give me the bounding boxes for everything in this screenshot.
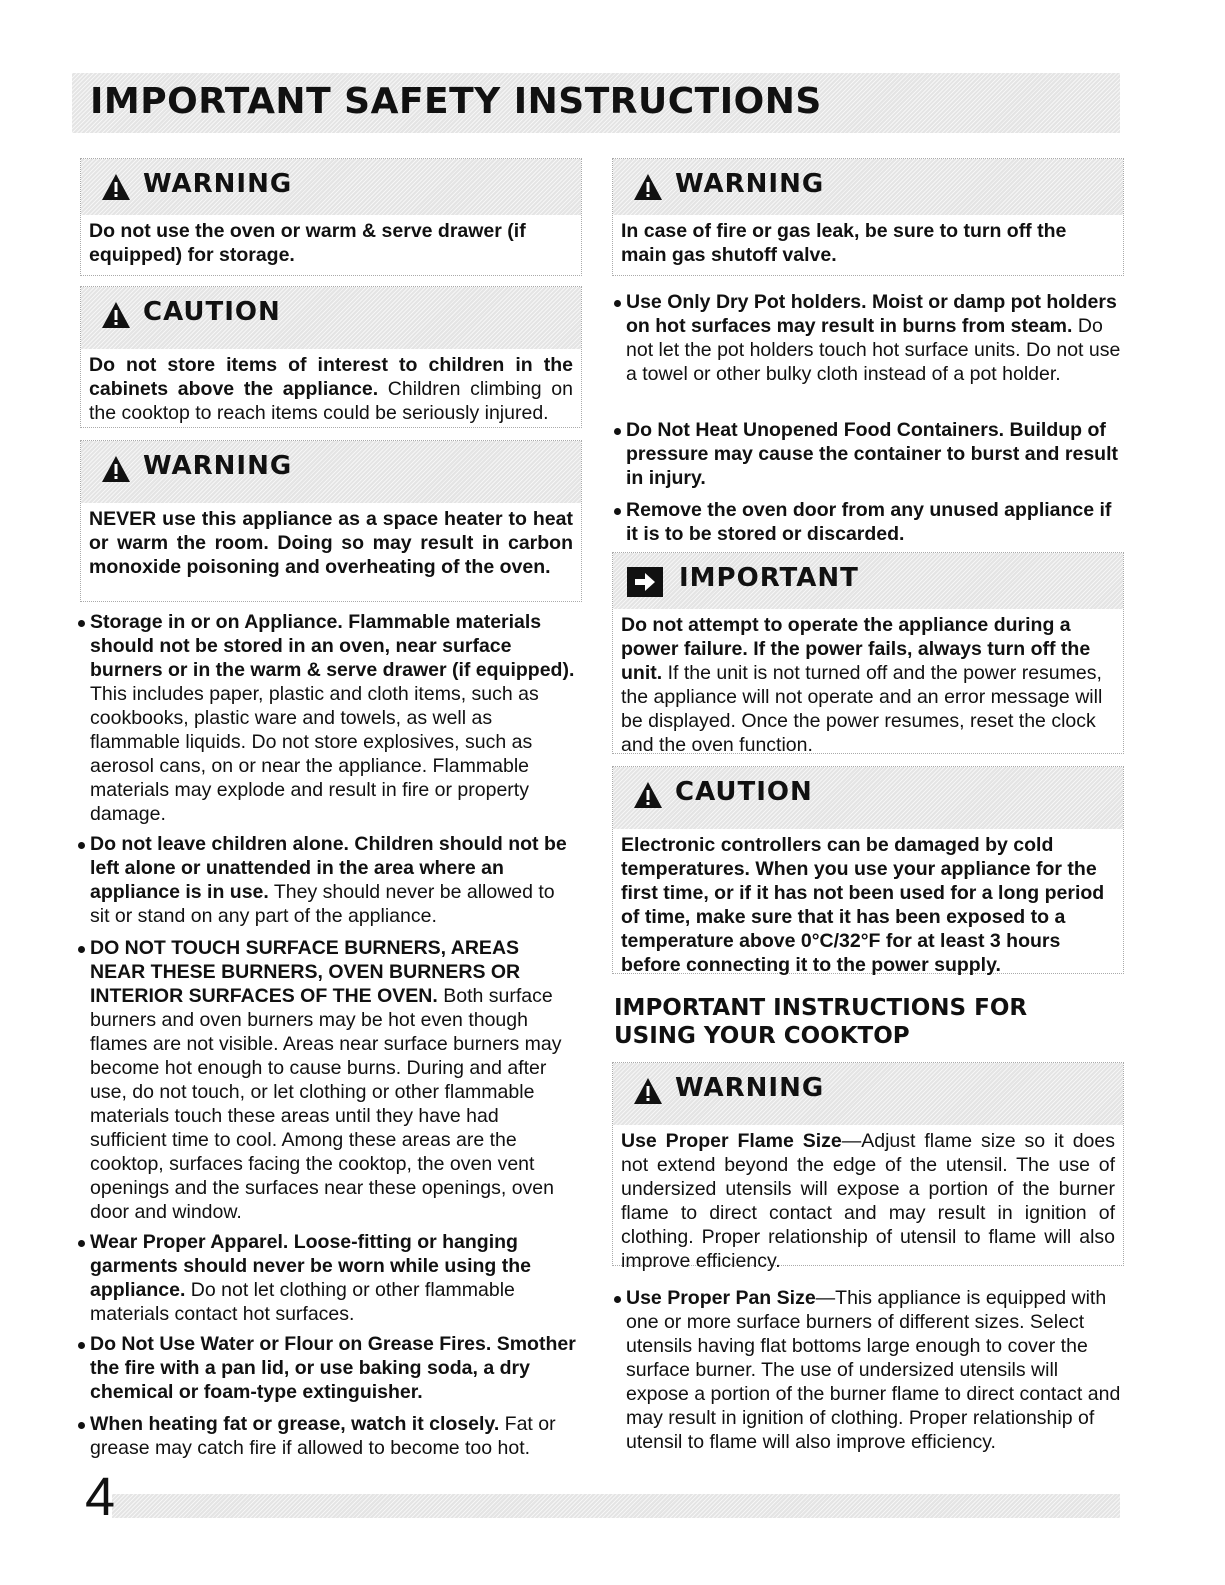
signal-word: CAUTION [143, 297, 281, 327]
warning-text: Do not use the oven or warm & serve drawer (if equipped) for storage. [89, 220, 526, 266]
bullet-icon [78, 946, 85, 953]
signal-word: WARNING [675, 1073, 825, 1103]
bullet-icon [614, 428, 621, 435]
signal-word: IMPORTANT [679, 563, 859, 593]
caution-text: Do not store items of interest to children in the cabinets above the appliance. Children climbing on the cooktop to reach items could be seriously injured. [89, 354, 573, 424]
warning-header [613, 159, 1123, 215]
list-item: Wear Proper Apparel. Loose-fitting or hanging garments should never be worn while using the appliance. Do not let clothing or other flammable materials contact hot surfaces. [78, 1230, 578, 1326]
page-number: 4 [85, 1467, 116, 1527]
warning-triangle-icon [101, 455, 131, 483]
warning-header [613, 1063, 1123, 1125]
warning-text: In case of fire or gas leak, be sure to turn off the main gas shutoff valve. [621, 220, 1067, 266]
bullet-icon [614, 300, 621, 307]
warning-triangle-icon [101, 173, 131, 201]
important-header [613, 553, 1123, 609]
signal-word: WARNING [143, 169, 293, 199]
list-item: Use Only Dry Pot holders. Moist or damp pot holders on hot surfaces may result in burns from steam. Do not let the pot holders touch hot surface units. Do not use a towel or other bulky cloth instead of a pot holder. [614, 290, 1122, 386]
list-item: Do Not Heat Unopened Food Containers. Buildup of pressure may cause the container to burst and result in injury. [614, 418, 1122, 490]
warning-header [81, 441, 581, 503]
bullet-icon [78, 842, 85, 849]
signal-word: WARNING [675, 169, 825, 199]
page-title: IMPORTANT SAFETY INSTRUCTIONS [90, 81, 822, 122]
bullet-icon [78, 620, 85, 627]
important-box-power-failure [612, 552, 1124, 754]
important-text: Do not attempt to operate the appliance during a power failure. If the power fails, always turn off the unit. If the unit is not turned off and the power resumes, the appliance will not operate and an error message will be displayed. Once the power resumes, reset the clock and the oven function. [621, 614, 1103, 756]
bullet-icon [78, 1342, 85, 1349]
warning-box-flame-size [612, 1062, 1124, 1272]
list-item: Do not leave children alone. Children should not be left alone or unattended in the area where an appliance is in use. They should never be allowed to sit or stand on any part of the appliance. [78, 832, 578, 928]
caution-header [613, 767, 1123, 829]
arrow-right-icon [627, 567, 663, 597]
warning-triangle-icon [633, 1077, 663, 1105]
caution-box-electronic-controllers [612, 766, 1124, 974]
warning-box-gas-leak [612, 158, 1124, 276]
warning-triangle-icon [633, 781, 663, 809]
footer-bar [112, 1494, 1120, 1518]
list-item: Storage in or on Appliance. Flammable materials should not be stored in an oven, near surface burners or in the warm & serve drawer (if equipped). This includes paper, plastic and cloth items, such as cookbooks, plastic ware and towels, as well as flammable liquids. Do not store explosives, such as aerosol cans, on or near the appliance. Flammable materials may explode and result in fire or property damage. [78, 610, 578, 826]
warning-triangle-icon [633, 173, 663, 201]
signal-word: CAUTION [675, 777, 813, 807]
caution-header [81, 287, 581, 349]
warning-box-space-heater [80, 440, 582, 602]
section-heading: IMPORTANT INSTRUCTIONS FOR USING YOUR COOKTOP [614, 995, 1028, 1049]
warning-text: Use Proper Flame Size—Adjust flame size so it does not extend beyond the edge of the utensil. The use of undersized utensils will expose a portion of the burner flame to direct contact and may result in ignition of clothing. Proper relationship of utensil to flame will also improve efficiency. [621, 1130, 1115, 1272]
signal-word: WARNING [143, 451, 293, 481]
warning-text: NEVER use this appliance as a space heater to heat or warm the room. Doing so may result in carbon monoxide poisoning and overheating of the oven. [89, 508, 573, 578]
warning-triangle-icon [101, 301, 131, 329]
bullet-icon [614, 1296, 621, 1303]
list-item: When heating fat or grease, watch it closely. Fat or grease may catch fire if allowed to become too hot. [78, 1412, 578, 1460]
warning-box-storage [80, 158, 582, 276]
bullet-icon [614, 508, 621, 515]
caution-text: Electronic controllers can be damaged by cold temperatures. When you use your appliance for the first time, or if it has not been used for a long period of time, make sure that it has been exposed to a temperature above 0°C/32°F for at least 3 hours before connecting it to the power supply. [621, 834, 1105, 976]
warning-header [81, 159, 581, 215]
list-item: DO NOT TOUCH SURFACE BURNERS, AREAS NEAR THESE BURNERS, OVEN BURNERS OR INTERIOR SURFACES OF THE OVEN. Both surface burners and oven burners may be hot even though flames are not visible. Areas near surface burners may become hot enough to cause burns. During and after use, do not touch, or let clothing or other flammable materials touch these areas until they have had sufficient time to cool. Among these areas are the cooktop, surfaces facing the cooktop, the oven vent openings and the surfaces near these openings, oven door and window. [78, 936, 578, 1224]
title-banner [72, 73, 1120, 133]
bullet-icon [78, 1240, 85, 1247]
list-item: Do Not Use Water or Flour on Grease Fires. Smother the fire with a pan lid, or use baking soda, a dry chemical or foam-type extinguisher. [78, 1332, 578, 1404]
caution-box-children [80, 286, 582, 428]
list-item: Use Proper Pan Size—This appliance is equipped with one or more surface burners of different sizes. Select utensils having flat bottoms large enough to cover the surface burner. The use of undersized utensils will expose a portion of the burner flame to direct contact and may result in ignition of clothing. Proper relationship of utensil to flame will also improve efficiency. [614, 1286, 1122, 1454]
bullet-icon [78, 1422, 85, 1429]
list-item: Remove the oven door from any unused appliance if it is to be stored or discarded. [614, 498, 1122, 546]
